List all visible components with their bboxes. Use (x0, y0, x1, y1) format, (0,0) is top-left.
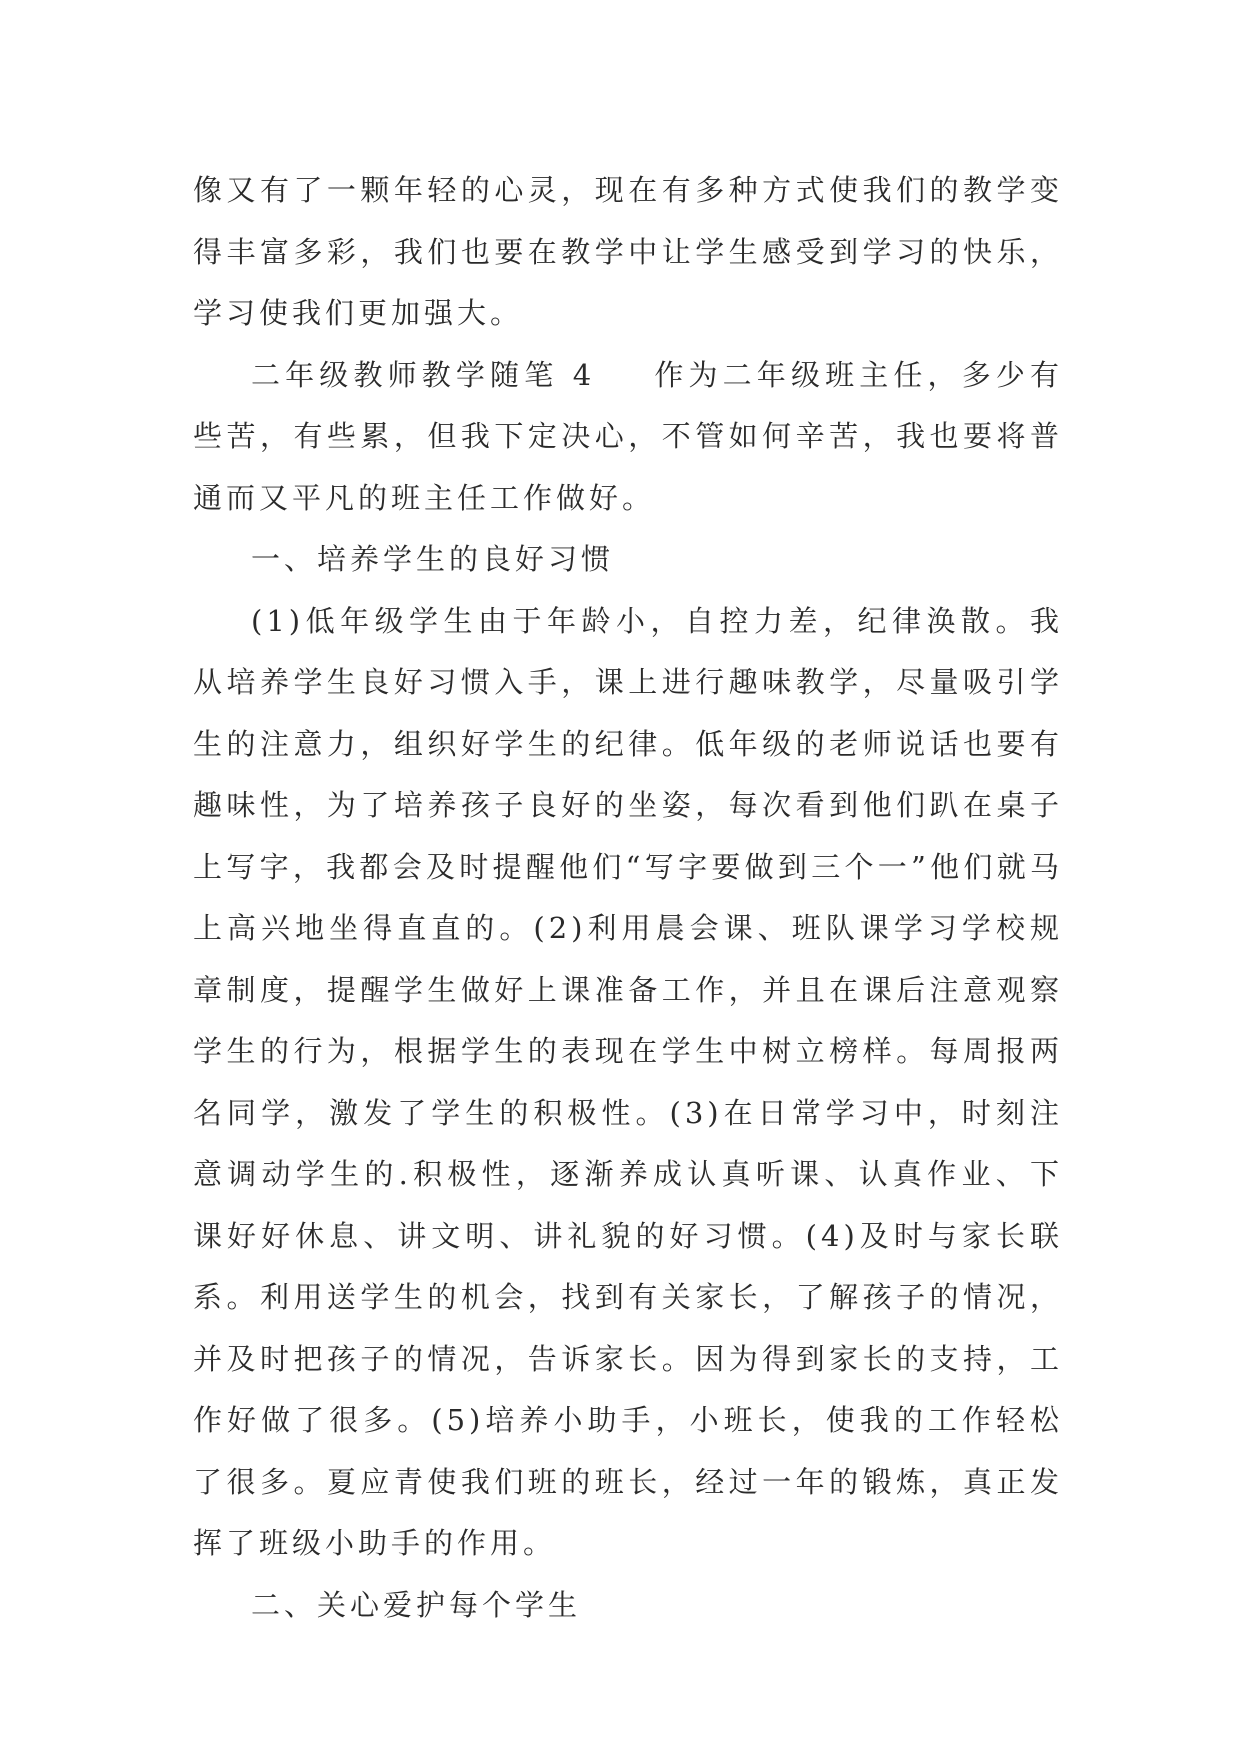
document-body (193, 160, 1063, 1636)
section-heading-habits: 一、培养学生的良好习惯 (251, 542, 615, 576)
paragraph-essay-4-intro (193, 345, 1063, 530)
essay-title: 二年级教师教学随笔 4 (251, 357, 596, 392)
paragraph-habits-body: (1)低年级学生由于年龄小，自控力差，纪律涣散。我从培养学生良好习惯入手，课上进行趣味教学，尽量吸引学生的注意力，组织好学生的纪律。低年级的老师说话也要有趣味性，为了培养孩子良好的坐姿，每次看到他们趴在桌子上写字，我都会及时提醒他们“写字要做到三个一”他们就马上高兴地坐得直直的。(2)利用晨会课、班队课学习学校规章制度，提醒学生做好上课准备工作，并且在课后注意观察学生的行为，根据学生的表现在学生中树立榜样。每周报两名同学，激发了学生的积极性。(3)在日常学习中，时刻注意调动学生的.积极性，逐渐养成认真听课、认真作业、下课好好休息、讲文明、讲礼貌的好习惯。(4)及时与家长联系。利用送学生的机会，找到有关家长，了解孩子的情况，并及时把孩子的情况，告诉家长。因为得到家长的支持，工作好做了很多。(5)培养小助手，小班长，使我的工作轻松了很多。夏应青使我们班的班长，经过一年的锻炼，真正发挥了班级小助手的作用。 (193, 603, 1063, 1560)
section-heading-care: 二、关心爱护每个学生 (251, 1587, 582, 1622)
essay-intro-text: 作为二年级班主任，多少有些苦，有些累，但我下定决心，不管如何辛苦，我也要将普通而又平凡的班主任工作做好。 (193, 357, 1063, 515)
paragraph-continuation: 像又有了一颗年轻的心灵，现在有多种方式使我们的教学变得丰富多彩，我们也要在教学中让学生感受到学习的快乐，学习使我们更加强大。 (193, 173, 1063, 330)
